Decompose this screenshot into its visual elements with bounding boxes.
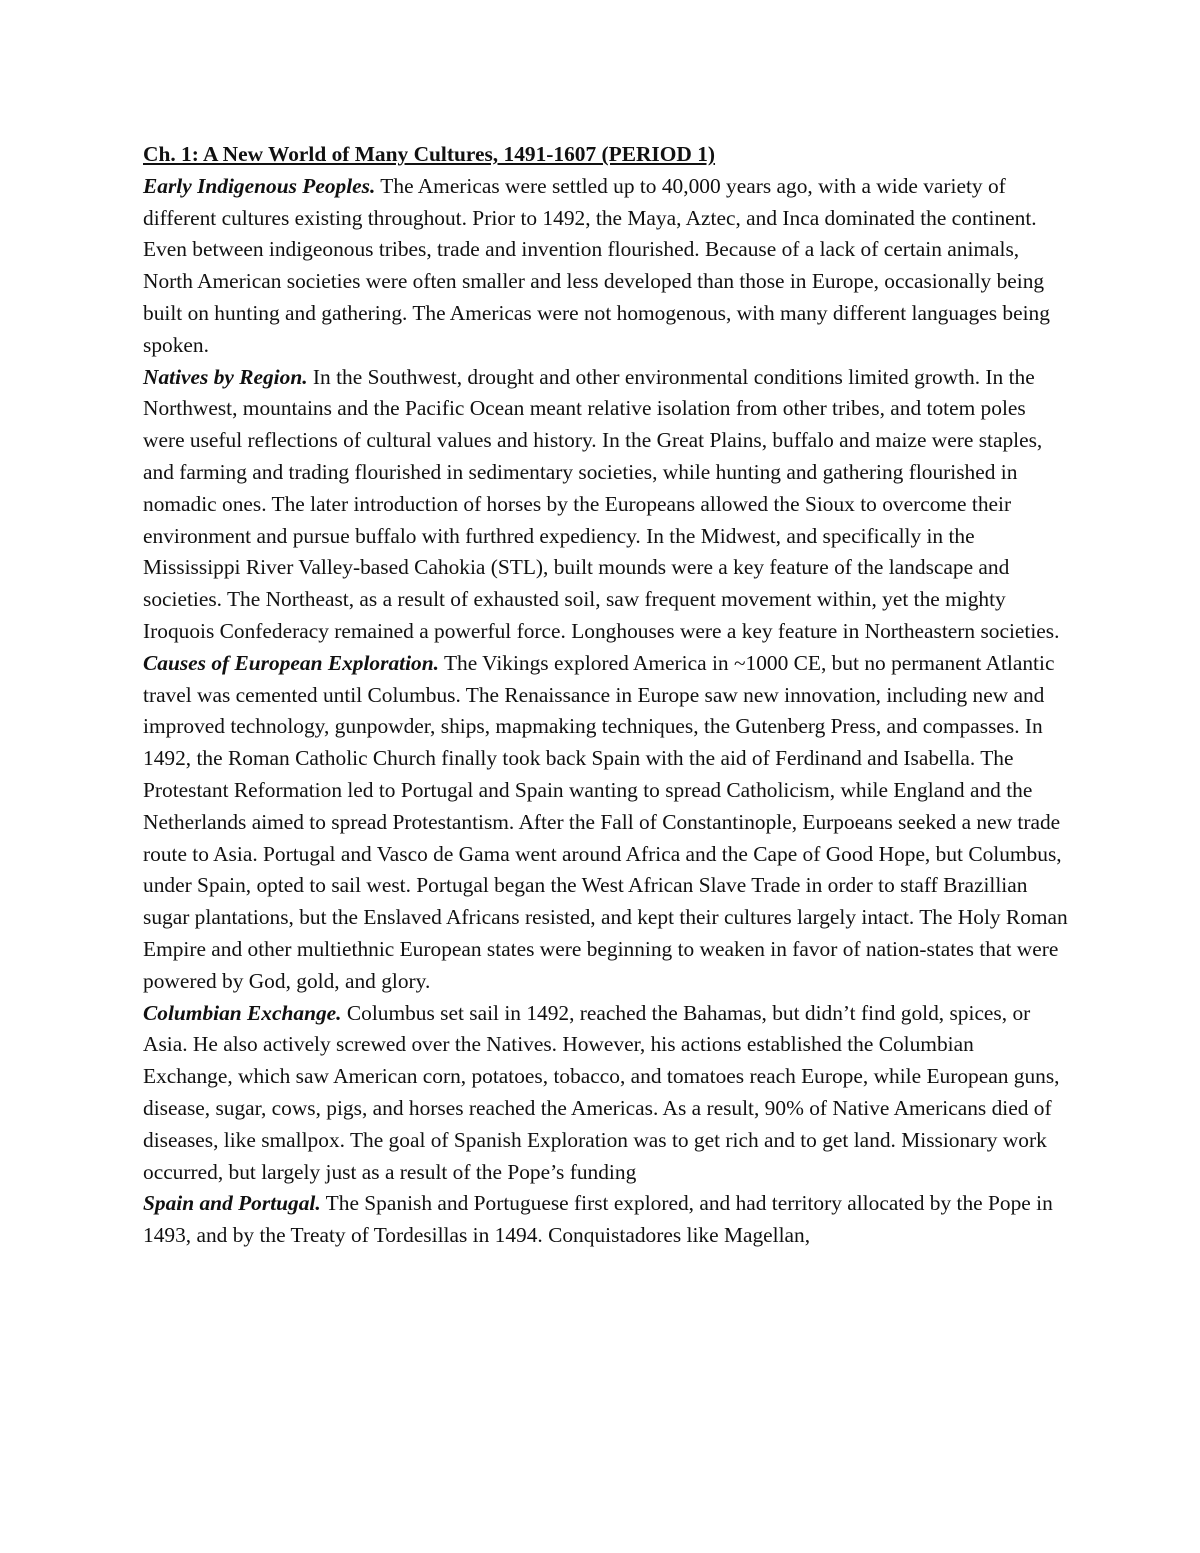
section-text: The Spanish and Portuguese first explored, and had territory allocated by the Pope in 1493, and by the Treaty of Tordesillas in 1494. Conquistadores like Magellan, — [143, 1191, 1053, 1248]
document-body — [143, 139, 1068, 1252]
chapter-title: Ch. 1: A New World of Many Cultures, 1491-1607 (PERIOD 1) — [143, 142, 716, 166]
section-heading: Natives by Region. — [143, 364, 308, 389]
section-heading: Early Indigenous Peoples. — [143, 173, 376, 198]
section-heading: Spain and Portugal. — [143, 1191, 321, 1216]
section-heading: Causes of European Exploration. — [143, 650, 439, 675]
section-text: The Vikings explored America in ~1000 CE, but no permanent Atlantic travel was cemented until Columbus. The Renaissance in Europe saw new innovation, including new and improved technology, gunpowder, ships, mapmaking techniques, the Gutenberg Press, and compasses. In 1492, the Roman Catholic Church finally took back Spain with the aid of Ferdinand and Isabella. The Protestant Reformation led to Portugal and Spain wanting to spread Catholicism, while England and the Netherlands aimed to spread Protestantism. After the Fall of Constantinople, Eurpoeans seeked a new trade route to Asia. Portugal and Vasco de Gama went around Africa and the Cape of Good Hope, but Columbus, under Spain, opted to sail west. Portugal began the West African Slave Trade in order to staff Brazillian sugar plantations, but the Enslaved Africans resisted, and kept their cultures largely intact. The Holy Roman Empire and other multiethnic European states were beginning to weaken in favor of nation-states that were powered by God, gold, and glory. — [143, 650, 1068, 993]
section-causes-of-european-exploration — [143, 648, 1068, 998]
section-spain-and-portugal — [143, 1188, 1068, 1252]
section-early-indigenous-peoples — [143, 171, 1068, 362]
section-natives-by-region — [143, 362, 1068, 648]
section-text: In the Southwest, drought and other environmental conditions limited growth. In the Northwest, mountains and the Pacific Ocean meant relative isolation from other tribes, and totem poles were useful reflections of cultural values and history. In the Great Plains, buffalo and maize were staples, and farming and trading flourished in sedimentary societies, while hunting and gathering flourished in nomadic ones. The later introduction of horses by the Europeans allowed the Sioux to overcome their environment and pursue buffalo with furthred expediency. In the Midwest, and specifically in the Mississippi River Valley-based Cahokia (STL), built mounds were a key feature of the landscape and societies. The Northeast, as a result of exhausted soil, saw frequent movement within, yet the mighty Iroquois Confederacy remained a powerful force. Longhouses were a key feature in Northeastern societies. — [143, 364, 1060, 643]
section-text: The Americas were settled up to 40,000 years ago, with a wide variety of different cultures existing throughout. Prior to 1492, the Maya, Aztec, and Inca dominated the continent. Even between indigeonous tribes, trade and invention flourished. Because of a lack of certain animals, North American societies were often smaller and less developed than those in Europe, occasionally being built on hunting and gathering. The Americas were not homogenous, with many different languages being spoken. — [143, 173, 1050, 357]
section-text: Columbus set sail in 1492, reached the Bahamas, but didn’t find gold, spices, or Asia. He also actively screwed over the Natives. However, his actions established the Columbian Exchange, which saw American corn, potatoes, tobacco, and tomatoes reach Europe, while European guns, disease, sugar, cows, pigs, and horses reached the Americas. As a result, 90% of Native Americans died of diseases, like smallpox. The goal of Spanish Exploration was to get rich and to get land. Missionary work occurred, but largely just as a result of the Pope’s funding — [143, 1000, 1060, 1184]
section-heading: Columbian Exchange. — [143, 1000, 342, 1025]
section-columbian-exchange — [143, 998, 1068, 1189]
